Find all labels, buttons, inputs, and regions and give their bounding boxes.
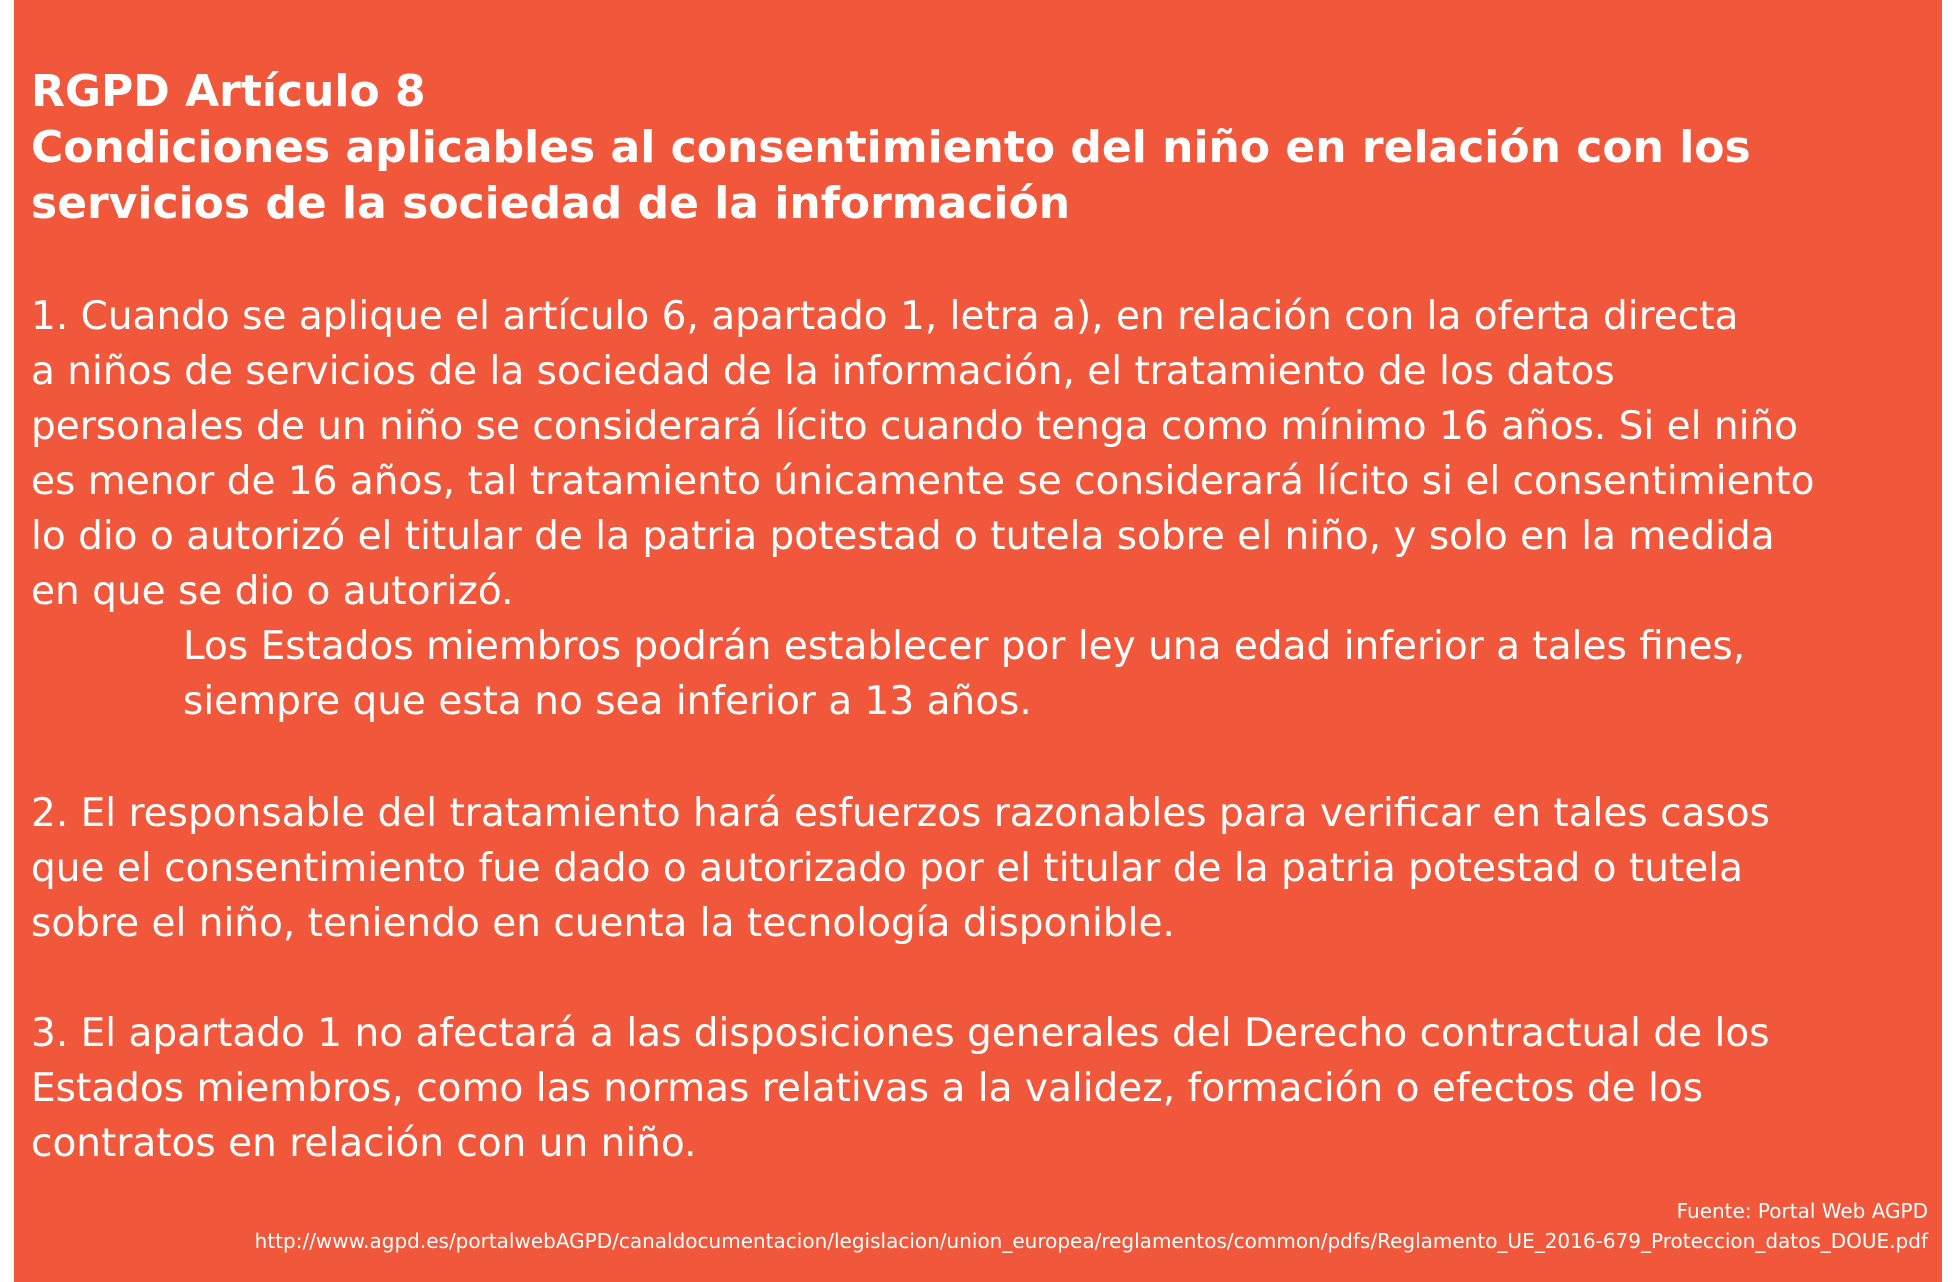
paragraph-3-line: 3. El apartado 1 no afectará a las disposiciones generales del Derecho contractual de los: [31, 1011, 1770, 1056]
paragraph-2-line: 2. El responsable del tratamiento hará esfuerzos razonables para verificar en tales casos: [31, 791, 1770, 836]
paragraph-3-line: contratos en relación con un niño.: [31, 1121, 697, 1166]
article-title: [31, 64, 1911, 232]
paragraph-2-line: sobre el niño, teniendo en cuenta la tecnología disponible.: [31, 901, 1175, 946]
paragraph-3-line: Estados miembros, como las normas relativas a la validez, formación o efectos de los: [31, 1066, 1704, 1111]
source-attribution: [255, 1196, 1928, 1256]
paragraph-1-line: 1. Cuando se aplique el artículo 6, apartado 1, letra a), en relación con la oferta directa: [31, 294, 1739, 339]
paragraph-1-line: en que se dio o autorizó.: [31, 569, 514, 614]
paragraph-2: [31, 786, 1931, 951]
paragraph-1: [31, 289, 1931, 729]
paragraph-3: [31, 1006, 1931, 1171]
paragraph-1-line: es menor de 16 años, tal tratamiento únicamente se considerará lícito si el consentimiento: [31, 459, 1815, 504]
title-line-2: Condiciones aplicables al consentimiento del niño en relación con los: [31, 122, 1751, 173]
article-card: [14, 0, 1942, 1282]
title-line-1: RGPD Artículo 8: [31, 66, 426, 117]
paragraph-2-line: que el consentimiento fue dado o autorizado por el titular de la patria potestad o tutela: [31, 846, 1743, 891]
paragraph-1-indented-line: siempre que esta no sea inferior a 13 años.: [183, 679, 1032, 724]
paragraph-1-line: personales de un niño se considerará lícito cuando tenga como mínimo 16 años. Si el niño: [31, 404, 1799, 449]
paragraph-1-line: lo dio o autorizó el titular de la patria potestad o tutela sobre el niño, y solo en la medida: [31, 514, 1775, 559]
source-label: Fuente: Portal Web AGPD: [1676, 1199, 1928, 1223]
title-line-3: servicios de la sociedad de la información: [31, 178, 1071, 229]
paragraph-1-indented-line: Los Estados miembros podrán establecer por ley una edad inferior a tales fines,: [183, 624, 1746, 669]
paragraph-1-line: a niños de servicios de la sociedad de la información, el tratamiento de los datos: [31, 349, 1615, 394]
source-url: http://www.agpd.es/portalwebAGPD/canaldocumentacion/legislacion/union_europea/reglamentos/common/pdfs/Reglamento_UE_2016-679_Proteccion_datos_DOUE.pdf: [254, 1229, 1928, 1253]
